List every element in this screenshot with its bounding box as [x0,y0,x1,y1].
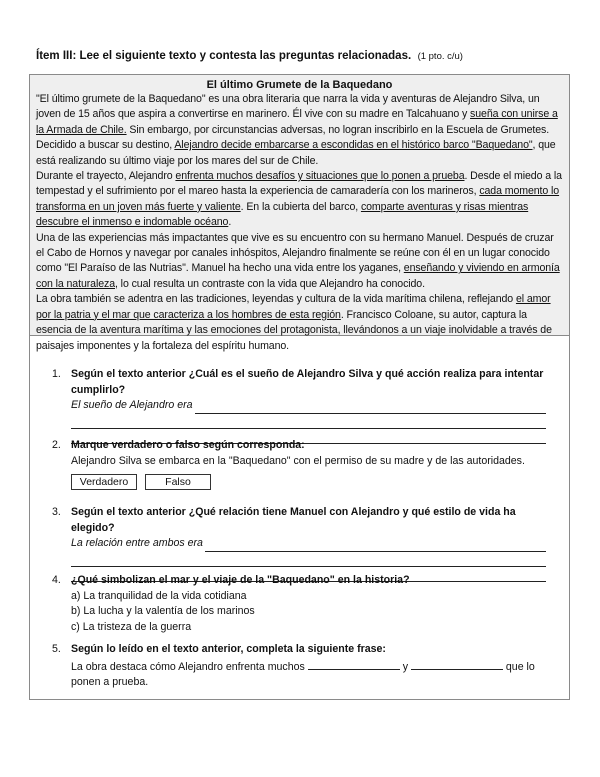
sentence-part: que lo ponen a prueba. [71,660,535,688]
text-run: . En la cubierta del barco, [240,200,361,213]
false-option-box[interactable]: Falso [145,474,211,490]
answer-lead: La relación entre ambos era [71,537,203,549]
text-run: Una de las experiencias más impactantes que vive es su encuentro con su hermano Manuel. Después de cruzar el Cabo de Hornos y navegar por canales inhóspitos, Alejandro finalmente se reúne con él en un lugar conocido como "El Paraíso de las Nutrias". Manuel ha hecho una vida entre los yaganes, [36,231,554,275]
true-false-options [71,474,546,490]
page-title [36,50,463,62]
question-stem: Según lo leído en el texto anterior, completa la siguiente frase: [71,643,386,655]
underlined-text: enseñando y viviendo en armonía con la naturaleza [36,262,560,290]
question-stem: ¿Qué simbolizan el mar y el viaje de la "Baquedano" en la historia? [71,574,410,586]
question-number: 4. [52,574,61,586]
blank-1[interactable] [308,658,400,670]
worksheet-frame [29,74,570,700]
paragraph-2 [36,169,563,231]
text-run: , lo cual resulta un contraste con la vida que Alejandro ha conocido. [115,277,425,290]
underlined-text: sueña con unirse a la Armada de Chile. [36,108,558,136]
question-number: 5. [52,643,61,655]
paragraph-1 [36,92,563,169]
answer-line[interactable] [205,539,546,552]
question-number: 3. [52,506,61,518]
reading-body [36,92,563,354]
option-c[interactable]: c) La tristeza de la guerra [71,620,192,633]
reading-passage [30,75,569,352]
question-stem: Según el texto anterior ¿Cuál es el sueño de Alejandro Silva y qué acción realiza para intentar cumplirlo? [71,368,544,396]
underlined-text: enfrenta muchos desafíos y situaciones que lo ponen a prueba [175,170,465,183]
blank-2[interactable] [411,658,503,670]
true-option-box[interactable]: Verdadero [71,474,137,490]
underlined-text: cada momento lo transforma en un joven más fuerte y valiente [36,185,560,213]
answer-line[interactable] [71,414,546,429]
option-a[interactable]: a) La tranquilidad de la vida cotidiana [71,589,247,602]
reading-title: El último Grumete de la Baquedano [206,79,393,91]
text-run: "El último grumete de la Baquedano" es una obra literaria que narra la vida y aventuras de Alejandro Silva, un joven de 15 años que aspira a convertirse en marinero. Él vive con su madre en Talcahuano y [36,93,540,121]
paragraph-4 [36,292,563,354]
fill-in-sentence [71,658,546,691]
text-run: . [228,216,232,229]
question-stem: Según el texto anterior ¿Qué relación tiene Manuel con Alejandro y qué estilo de vida ha elegido? [71,506,516,534]
text-run: Durante el trayecto, Alejandro [36,170,176,183]
underlined-text: comparte aventuras y risas mientras descubre el inmenso e indomable océano [36,200,529,229]
sentence-part: La obra destaca cómo Alejandro enfrenta muchos [71,660,305,673]
text-run: , que está realizando su último viaje por los mares del sur de Chile. [36,139,556,167]
question-stem: Marque verdadero o falso según corresponda: [71,439,305,451]
answer-lead: El sueño de Alejandro era [71,399,193,411]
answer-line[interactable] [195,401,546,414]
text-run: La obra también se adentra en las tradiciones, leyendas y cultura de la vida marítima chilena, reflejando [36,293,516,306]
text-run: . Francisco Coloane, su autor, captura la esencia de la aventura marítima y las emociones del protagonista, llevándonos a un viaje inolvidable a través de paisajes imponentes y la fortaleza del espíritu humano. [36,308,552,352]
underlined-text: el amor por la patria y el mar que caracteriza a los hombres de esta región [36,293,551,321]
answer-line[interactable] [71,552,546,567]
points-label: (1 pto. c/u) [417,51,463,62]
option-b[interactable]: b) La lucha y la valentía de los marinos [71,605,255,617]
paragraph-3 [36,231,563,293]
instruction-text: : Lee el siguiente texto y contesta las preguntas relacionadas. [72,50,412,62]
question-number: 2. [52,439,61,451]
item-label: Ítem III [36,50,73,62]
sentence-part: y [402,660,408,673]
text-run: . Desde el miedo a la tempestad y el sufrimiento por el mareo hasta la experiencia de camaradería con los marineros, [36,170,562,198]
question-number: 1. [52,368,61,380]
underlined-text: Alejandro decide embarcarse a escondidas en el histórico barco "Baquedano" [174,139,533,152]
text-run: Sin embargo, por circunstancias adversas, no logran inscribirlo en la Escuela de Grumetes. Decidido a buscar su destino, [36,123,550,152]
question-statement: Alejandro Silva se embarca en la "Baquedano" con el permiso de su madre y de las autoridades. [71,454,525,467]
